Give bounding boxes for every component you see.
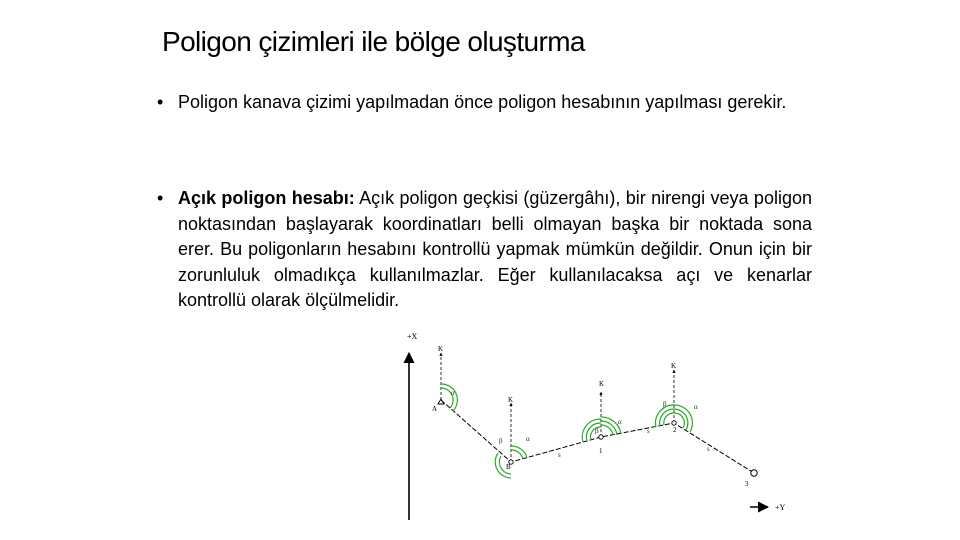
- angle-label: α: [526, 435, 530, 443]
- bullet-body: Açık poligon geçkisi (güzergâhı), bir nirengi veya poligon noktasından başlayarak koordinatları belli olmayan başka bir noktada sona erer. Bu poligonların hesabını kontrollü yapmak mümkün değildir. Onun için bir zorunluluk olmadıkça kullanılmazlar. Eğer kullanılacaksa açı ve kenarlar kontrollü olarak ölçülmelidir.: [178, 188, 812, 311]
- bullet-marker: •: [157, 92, 164, 112]
- x-axis-label: +X: [407, 332, 418, 341]
- north-label: K: [508, 396, 514, 404]
- angle-arcs: [441, 384, 692, 478]
- bullet-item: [157, 90, 812, 116]
- point-marker-2: [672, 421, 676, 425]
- point-marker-3: [751, 470, 757, 476]
- angle-label: β: [663, 400, 667, 408]
- angle-label: α: [618, 418, 622, 426]
- side-label: s: [558, 451, 561, 459]
- side-label: s: [647, 427, 650, 435]
- point-label: 3: [745, 480, 749, 488]
- point-label: 2: [673, 426, 677, 434]
- point-label: A: [432, 405, 438, 413]
- point-label: B: [506, 463, 511, 471]
- traverse-line: [441, 400, 754, 473]
- slide-title: Poligon çizimleri ile bölge oluşturma: [162, 26, 585, 57]
- angle-label: β: [595, 427, 599, 435]
- north-label: K: [599, 380, 605, 388]
- north-label: K: [438, 345, 444, 353]
- point-marker-1: [599, 435, 603, 439]
- angle-label: α: [451, 389, 455, 397]
- side-label: s: [707, 445, 710, 453]
- bullet-text: [157, 90, 812, 116]
- bullet-body: Poligon kanava çizimi yapılmadan önce poligon hesabının yapılması gerekir.: [178, 92, 787, 112]
- open-traverse-diagram: [380, 325, 800, 525]
- point-label: 1: [599, 447, 603, 455]
- bullet-text: [157, 186, 812, 314]
- bullet-bold: Açık poligon hesabı:: [178, 188, 355, 208]
- north-label: K: [671, 362, 677, 370]
- angle-label: β: [499, 437, 503, 445]
- angle-label: α: [694, 403, 698, 411]
- y-axis-label: +Y: [775, 503, 786, 512]
- bullet-marker: •: [157, 188, 164, 208]
- bullet-item: [157, 186, 812, 314]
